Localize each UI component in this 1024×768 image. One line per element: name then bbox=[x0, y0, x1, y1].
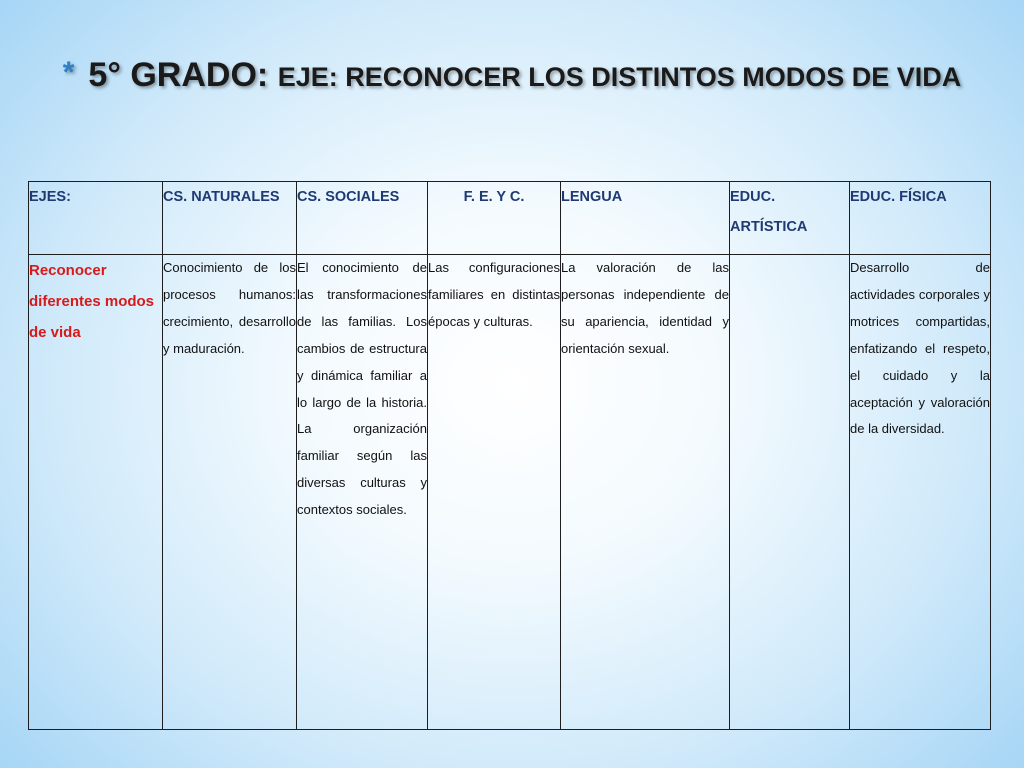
header-cs-sociales: CS. SOCIALES bbox=[297, 182, 428, 255]
header-educ-fisica: EDUC. FÍSICA bbox=[850, 182, 991, 255]
cell-fec bbox=[428, 255, 561, 730]
cell-text-lengua: La valoración de las personas independiente de su apariencia, identidad y orientación sexual. bbox=[561, 260, 729, 356]
header-fec: F. E. Y C. bbox=[428, 182, 561, 255]
header-educ-artistica: EDUC. ARTÍSTICA bbox=[730, 182, 850, 255]
title-grade: 5° GRADO: bbox=[88, 56, 278, 94]
title-bullet: * bbox=[62, 56, 75, 89]
table-header-row bbox=[29, 182, 991, 255]
curriculum-table bbox=[28, 181, 991, 730]
header-ejes: EJES: bbox=[29, 182, 163, 255]
cell-educ-fisica bbox=[850, 255, 991, 730]
table-row bbox=[29, 255, 991, 730]
title-axis: EJE: RECONOCER LOS DISTINTOS MODOS DE VIDA bbox=[277, 62, 962, 92]
cell-text-fec: Las configuraciones familiares en distintas épocas y culturas. bbox=[428, 260, 560, 329]
cell-lengua bbox=[561, 255, 730, 730]
cell-cs-naturales bbox=[163, 255, 297, 730]
cell-text-naturales: Conocimiento de los procesos humanos: crecimiento, desarrollo y maduración. bbox=[163, 260, 296, 356]
cell-text-fisica: Desarrollo de actividades corporales y motrices compartidas, enfatizando el respeto, el cuidado y la aceptación y valoración de la diversidad. bbox=[850, 260, 990, 437]
slide-title bbox=[0, 56, 1024, 95]
header-cs-naturales: CS. NATURALES bbox=[163, 182, 297, 255]
cell-educ-artistica bbox=[730, 255, 850, 730]
cell-cs-sociales bbox=[297, 255, 428, 730]
cell-text-sociales: El conocimiento de las transformaciones de las familias. Los cambios de estructura y dinámica familiar a lo largo de la historia. La organización familiar según las diversas culturas y contextos sociales. bbox=[297, 260, 427, 518]
header-lengua: LENGUA bbox=[561, 182, 730, 255]
axis-cell: Reconocer diferentes modos de vida bbox=[29, 255, 163, 730]
